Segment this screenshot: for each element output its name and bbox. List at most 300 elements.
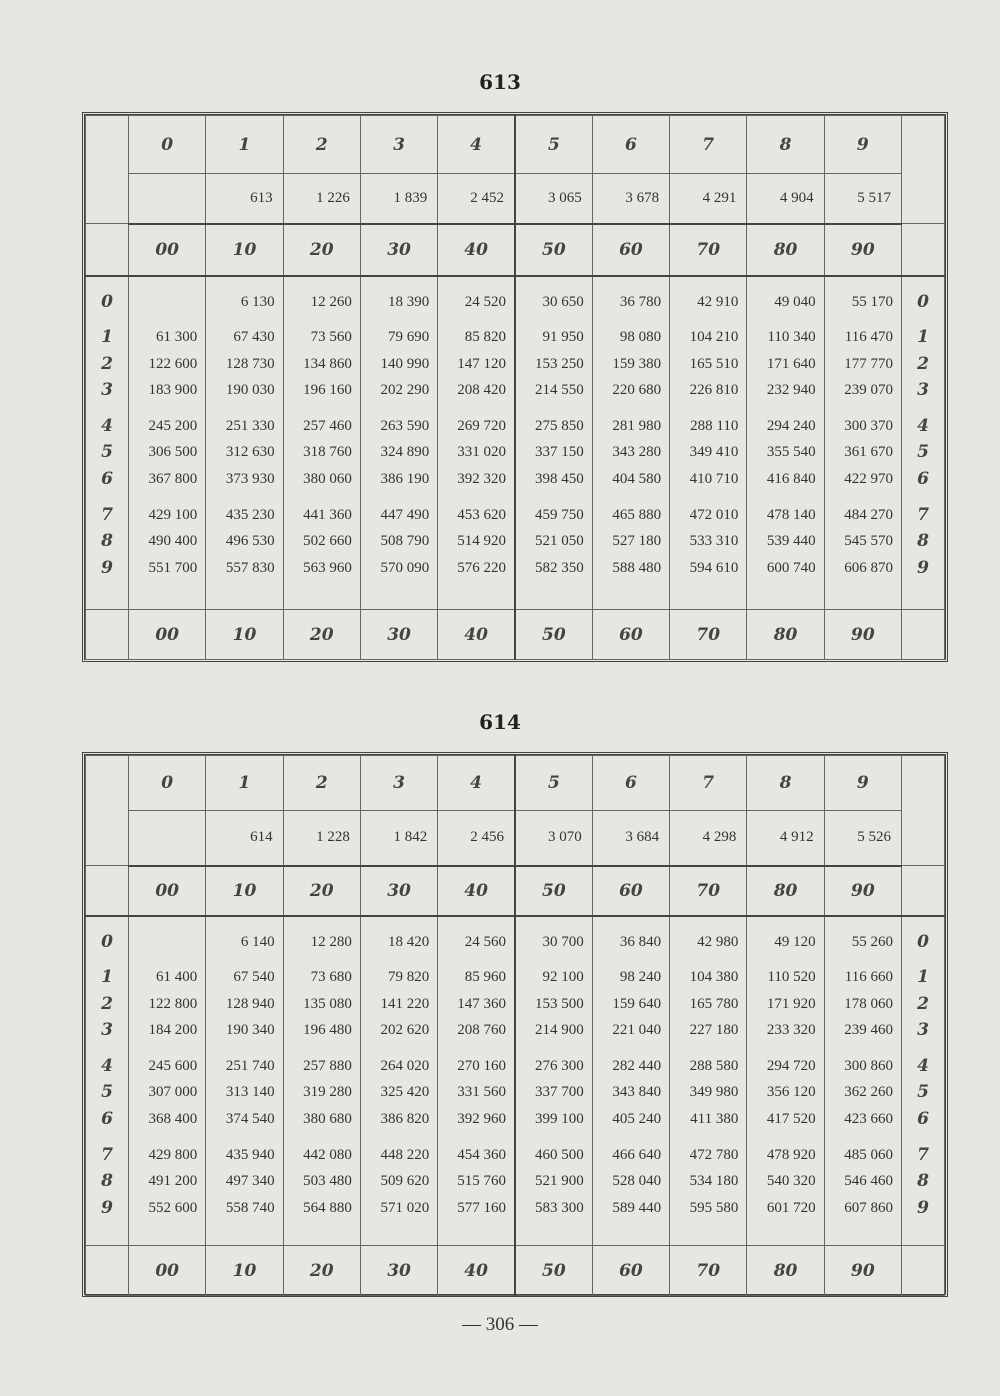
table-value: 36 780 xyxy=(619,293,662,310)
table-value: 183 900 xyxy=(148,382,198,399)
tens-footer: 20 xyxy=(283,610,360,660)
table-value: 67 540 xyxy=(233,969,275,986)
table-value: 276 300 xyxy=(535,1057,584,1074)
tens-header: 60 xyxy=(592,866,669,916)
multiplication-table-613 xyxy=(82,112,948,662)
tens-footer: 50 xyxy=(515,1246,592,1296)
table-value: 545 570 xyxy=(844,533,893,550)
tens-header: 70 xyxy=(670,224,747,276)
table-value: 110 340 xyxy=(767,329,816,346)
table-value: 558 740 xyxy=(225,1199,275,1216)
table-value: 399 100 xyxy=(535,1111,584,1128)
row-labels-right xyxy=(902,276,945,610)
table-value: 563 960 xyxy=(303,559,352,576)
tens-header: 40 xyxy=(438,866,515,916)
table-column xyxy=(283,276,360,610)
table-value: 190 340 xyxy=(225,1022,275,1039)
table-value: 319 280 xyxy=(303,1084,352,1101)
table-value: 116 470 xyxy=(844,329,893,346)
page-footer: — 306 — xyxy=(462,1314,538,1335)
tens-header: 00 xyxy=(129,224,206,276)
table-value: 324 890 xyxy=(380,444,430,461)
table-column xyxy=(438,916,515,1246)
row-label: 2 xyxy=(101,353,113,374)
row-label: 5 xyxy=(101,1082,113,1103)
tens-footer: 30 xyxy=(360,1246,437,1296)
table-value: 135 080 xyxy=(303,995,352,1012)
tens-header: 80 xyxy=(747,866,824,916)
table-value: 337 700 xyxy=(535,1084,584,1101)
tens-footer: 40 xyxy=(438,610,515,660)
table-value: 221 040 xyxy=(612,1022,662,1039)
table-value: 159 640 xyxy=(612,995,662,1012)
table-value: 275 850 xyxy=(535,417,584,434)
row-label: 2 xyxy=(917,993,929,1014)
table-value: 269 720 xyxy=(457,417,506,434)
row-label: 2 xyxy=(101,993,113,1014)
multiple-value: 613 xyxy=(206,174,283,224)
row-label: 1 xyxy=(917,327,929,348)
table-column xyxy=(747,276,824,610)
table-value: 227 180 xyxy=(689,1022,739,1039)
tens-footer: 70 xyxy=(670,610,747,660)
table-value: 30 650 xyxy=(542,293,584,310)
table-value: 122 800 xyxy=(148,995,198,1012)
table-value: 429 800 xyxy=(148,1146,198,1163)
table-value: 429 100 xyxy=(148,506,198,523)
tens-footer: 90 xyxy=(824,1246,901,1296)
row-label: 1 xyxy=(917,967,929,988)
corner-cell xyxy=(86,116,129,224)
tens-header: 60 xyxy=(592,224,669,276)
tens-header: 90 xyxy=(824,866,901,916)
table-value: 239 460 xyxy=(844,1022,893,1039)
table-value: 263 590 xyxy=(380,417,430,434)
table-value: 533 310 xyxy=(689,533,739,550)
table-value: 281 980 xyxy=(612,417,662,434)
table-value: 606 870 xyxy=(844,559,893,576)
row-label: 6 xyxy=(101,469,113,490)
table-value: 73 680 xyxy=(310,969,352,986)
row-label: 6 xyxy=(917,1109,929,1130)
multiple-value: 1 842 xyxy=(360,811,437,866)
table-value: 98 080 xyxy=(619,329,662,346)
table-value: 564 880 xyxy=(303,1199,352,1216)
table-column xyxy=(670,276,747,610)
table-value: 600 740 xyxy=(766,559,816,576)
multiple-value: 1 228 xyxy=(283,811,360,866)
multiple-value: 1 839 xyxy=(360,174,437,224)
table-value: 447 490 xyxy=(380,506,430,523)
digit-header: 4 xyxy=(438,116,515,174)
table-value: 588 480 xyxy=(612,559,662,576)
digit-header: 0 xyxy=(129,756,206,811)
table-column xyxy=(515,916,592,1246)
digit-header: 9 xyxy=(824,116,901,174)
table-column xyxy=(515,276,592,610)
table-value: 552 600 xyxy=(148,1199,198,1216)
table-value: 355 540 xyxy=(766,444,816,461)
table-value: 472 010 xyxy=(689,506,739,523)
table-value: 73 560 xyxy=(310,329,352,346)
table-value: 159 380 xyxy=(612,355,662,372)
tens-header: 30 xyxy=(360,224,437,276)
row-label: 4 xyxy=(917,1055,929,1076)
table-value: 196 480 xyxy=(303,1022,352,1039)
table-value: 98 240 xyxy=(619,969,662,986)
table-value: 502 660 xyxy=(303,533,352,550)
row-label: 8 xyxy=(917,531,929,552)
table-value: 466 640 xyxy=(612,1146,662,1163)
digit-header: 3 xyxy=(360,116,437,174)
table-value: 331 020 xyxy=(457,444,506,461)
table-value: 288 110 xyxy=(690,417,739,434)
table-value: 331 560 xyxy=(457,1084,506,1101)
table-value: 257 460 xyxy=(303,417,352,434)
row-labels-left xyxy=(86,916,129,1246)
table-value: 91 950 xyxy=(542,329,584,346)
table-value: 24 560 xyxy=(464,933,506,950)
table-column xyxy=(360,276,437,610)
table-value: 478 140 xyxy=(766,506,816,523)
row-label: 7 xyxy=(101,1144,113,1165)
table-value: 367 800 xyxy=(148,471,198,488)
table-value: 484 270 xyxy=(844,506,893,523)
multiple-value xyxy=(129,174,206,224)
table-value: 528 040 xyxy=(612,1173,662,1190)
table-column xyxy=(824,276,901,610)
table-column xyxy=(360,916,437,1246)
side-cell xyxy=(86,866,129,916)
multiple-value: 3 678 xyxy=(592,174,669,224)
multiple-value: 4 912 xyxy=(747,811,824,866)
table-value: 472 780 xyxy=(689,1146,739,1163)
multiplication-table-614 xyxy=(82,752,948,1297)
corner-cell-right xyxy=(902,756,945,866)
table-value: 485 060 xyxy=(844,1146,893,1163)
row-label: 5 xyxy=(101,442,113,463)
table-value: 448 220 xyxy=(380,1146,430,1163)
table-value: 6 140 xyxy=(240,933,275,950)
table-value: 264 020 xyxy=(380,1057,430,1074)
table-value: 490 400 xyxy=(148,533,198,550)
table-value: 214 550 xyxy=(535,382,584,399)
table-value: 380 060 xyxy=(303,471,352,488)
table-value: 104 380 xyxy=(689,969,739,986)
table-value: 104 210 xyxy=(689,329,739,346)
tens-footer: 20 xyxy=(283,1246,360,1296)
multiple-value: 2 452 xyxy=(438,174,515,224)
digit-header: 7 xyxy=(670,116,747,174)
table-column xyxy=(592,916,669,1246)
tens-footer: 80 xyxy=(747,1246,824,1296)
table-value: 540 320 xyxy=(766,1173,816,1190)
table-value: 460 500 xyxy=(535,1146,584,1163)
multiple-value: 3 070 xyxy=(515,811,592,866)
table-value: 442 080 xyxy=(303,1146,352,1163)
row-label: 4 xyxy=(101,415,113,436)
table-value: 515 760 xyxy=(457,1173,506,1190)
table-value: 411 380 xyxy=(690,1111,739,1128)
table-value: 128 940 xyxy=(225,995,275,1012)
table-value: 171 640 xyxy=(766,355,816,372)
table-value: 459 750 xyxy=(535,506,584,523)
table-value: 110 520 xyxy=(767,969,816,986)
table-value: 12 260 xyxy=(310,293,352,310)
table-value: 595 580 xyxy=(689,1199,739,1216)
tens-footer: 10 xyxy=(206,1246,283,1296)
table-value: 79 820 xyxy=(387,969,430,986)
table-value: 300 370 xyxy=(844,417,893,434)
table-value: 534 180 xyxy=(689,1173,739,1190)
digit-header: 2 xyxy=(283,756,360,811)
table-value: 454 360 xyxy=(457,1146,506,1163)
table-column xyxy=(824,916,901,1246)
row-label: 7 xyxy=(917,1144,929,1165)
digit-header: 8 xyxy=(747,756,824,811)
tens-footer: 40 xyxy=(438,1246,515,1296)
table-value: 177 770 xyxy=(844,355,893,372)
tens-footer: 50 xyxy=(515,610,592,660)
tens-footer: 90 xyxy=(824,610,901,660)
table-value: 435 940 xyxy=(225,1146,275,1163)
table-value: 551 700 xyxy=(148,559,198,576)
table-value: 55 260 xyxy=(851,933,893,950)
table-value: 140 990 xyxy=(380,355,430,372)
table-value: 607 860 xyxy=(844,1199,893,1216)
table-value: 208 760 xyxy=(457,1022,506,1039)
digit-header: 5 xyxy=(515,756,592,811)
table-value: 583 300 xyxy=(535,1199,584,1216)
table-value: 153 500 xyxy=(535,995,584,1012)
digit-header: 3 xyxy=(360,756,437,811)
corner-cell-right xyxy=(902,116,945,224)
tens-header: 70 xyxy=(670,866,747,916)
digit-header: 6 xyxy=(592,756,669,811)
table-value: 404 580 xyxy=(612,471,662,488)
table-value: 147 360 xyxy=(457,995,506,1012)
digit-header: 9 xyxy=(824,756,901,811)
table-value: 478 920 xyxy=(766,1146,816,1163)
table-value: 18 420 xyxy=(387,933,430,950)
table-value: 251 330 xyxy=(225,417,275,434)
row-label: 8 xyxy=(101,531,113,552)
table-value: 576 220 xyxy=(457,559,506,576)
multiple-value: 5 517 xyxy=(824,174,901,224)
row-labels-right xyxy=(902,916,945,1246)
tens-footer: 60 xyxy=(592,1246,669,1296)
table-value: 67 430 xyxy=(233,329,275,346)
table-value: 416 840 xyxy=(766,471,816,488)
table-title-614: 614 xyxy=(479,710,521,734)
tens-header: 50 xyxy=(515,866,592,916)
table-value: 557 830 xyxy=(225,559,275,576)
row-label: 3 xyxy=(917,1020,929,1041)
tens-footer: 30 xyxy=(360,610,437,660)
table-value: 61 400 xyxy=(156,969,198,986)
table-value: 55 170 xyxy=(851,293,893,310)
table-value: 546 460 xyxy=(844,1173,893,1190)
table-value: 313 140 xyxy=(225,1084,275,1101)
table-value: 61 300 xyxy=(156,329,198,346)
table-value: 128 730 xyxy=(225,355,275,372)
table-column xyxy=(438,276,515,610)
table-value: 496 530 xyxy=(225,533,275,550)
row-label: 8 xyxy=(917,1171,929,1192)
multiple-value: 4 291 xyxy=(670,174,747,224)
table-value: 153 250 xyxy=(535,355,584,372)
row-label: 5 xyxy=(917,442,929,463)
tens-header: 00 xyxy=(129,866,206,916)
table-value: 171 920 xyxy=(766,995,816,1012)
row-label: 6 xyxy=(101,1109,113,1130)
multiple-value: 4 298 xyxy=(670,811,747,866)
table-value: 380 680 xyxy=(303,1111,352,1128)
multiple-value: 3 065 xyxy=(515,174,592,224)
row-label: 0 xyxy=(917,931,929,952)
table-value: 307 000 xyxy=(148,1084,198,1101)
tens-header: 80 xyxy=(747,224,824,276)
table-value: 12 280 xyxy=(310,933,352,950)
row-label: 9 xyxy=(101,1197,113,1218)
tens-footer: 60 xyxy=(592,610,669,660)
table-value: 410 710 xyxy=(689,471,739,488)
table-value: 503 480 xyxy=(303,1173,352,1190)
digit-header: 0 xyxy=(129,116,206,174)
table-column xyxy=(206,916,283,1246)
table-value: 116 660 xyxy=(844,969,893,986)
row-label: 4 xyxy=(917,415,929,436)
multiple-value: 3 684 xyxy=(592,811,669,866)
row-label: 7 xyxy=(101,504,113,525)
multiple-value: 2 456 xyxy=(438,811,515,866)
table-value: 245 200 xyxy=(148,417,198,434)
tens-header: 20 xyxy=(283,866,360,916)
table-value: 497 340 xyxy=(225,1173,275,1190)
row-label: 9 xyxy=(917,557,929,578)
side-cell xyxy=(902,610,945,660)
table-value: 294 240 xyxy=(766,417,816,434)
table-column xyxy=(206,276,283,610)
table-value: 374 540 xyxy=(225,1111,275,1128)
table-value: 300 860 xyxy=(844,1057,893,1074)
table-value: 601 720 xyxy=(766,1199,816,1216)
table-value: 220 680 xyxy=(612,382,662,399)
row-labels-left xyxy=(86,276,129,610)
table-value: 441 360 xyxy=(303,506,352,523)
table-value: 42 910 xyxy=(697,293,739,310)
digit-header: 6 xyxy=(592,116,669,174)
table-value: 368 400 xyxy=(148,1111,198,1128)
table-column xyxy=(283,916,360,1246)
table-value: 288 580 xyxy=(689,1057,739,1074)
table-column xyxy=(670,916,747,1246)
table-column xyxy=(747,916,824,1246)
table-value: 349 980 xyxy=(689,1084,739,1101)
row-label: 9 xyxy=(101,557,113,578)
table-value: 294 720 xyxy=(766,1057,816,1074)
table-value: 582 350 xyxy=(535,559,584,576)
table-value: 361 670 xyxy=(844,444,893,461)
table-value: 233 320 xyxy=(766,1022,816,1039)
digit-header: 2 xyxy=(283,116,360,174)
table-value: 392 320 xyxy=(457,471,506,488)
table-value xyxy=(129,289,205,316)
table-column xyxy=(129,916,206,1246)
table-value: 42 980 xyxy=(697,933,739,950)
table-value: 312 630 xyxy=(225,444,275,461)
table-value: 6 130 xyxy=(240,293,275,310)
row-label: 1 xyxy=(101,967,113,988)
table-value: 405 240 xyxy=(612,1111,662,1128)
table-value: 398 450 xyxy=(535,471,584,488)
digit-header: 1 xyxy=(206,116,283,174)
table-value: 270 160 xyxy=(457,1057,506,1074)
table-value: 386 820 xyxy=(380,1111,430,1128)
table-value: 325 420 xyxy=(380,1084,430,1101)
table-value: 373 930 xyxy=(225,471,275,488)
tens-header: 40 xyxy=(438,224,515,276)
table-value: 539 440 xyxy=(766,533,816,550)
multiple-value xyxy=(129,811,206,866)
tens-footer: 00 xyxy=(129,610,206,660)
table-value: 509 620 xyxy=(380,1173,430,1190)
table-title-613: 613 xyxy=(479,70,521,94)
table-value: 594 610 xyxy=(689,559,739,576)
table-value: 453 620 xyxy=(457,506,506,523)
table-value: 392 960 xyxy=(457,1111,506,1128)
side-cell xyxy=(902,1246,945,1296)
tens-header: 50 xyxy=(515,224,592,276)
table-value: 343 280 xyxy=(612,444,662,461)
digit-header: 1 xyxy=(206,756,283,811)
table-value: 251 740 xyxy=(225,1057,275,1074)
table-value: 49 120 xyxy=(774,933,816,950)
side-cell xyxy=(902,866,945,916)
side-cell xyxy=(86,224,129,276)
row-label: 3 xyxy=(101,380,113,401)
row-label: 1 xyxy=(101,327,113,348)
corner-cell xyxy=(86,756,129,866)
row-label: 7 xyxy=(917,504,929,525)
table-value: 134 860 xyxy=(303,355,352,372)
table-value: 527 180 xyxy=(612,533,662,550)
tens-footer: 00 xyxy=(129,1246,206,1296)
tens-header: 10 xyxy=(206,224,283,276)
tens-header: 30 xyxy=(360,866,437,916)
table-column xyxy=(592,276,669,610)
row-label: 5 xyxy=(917,1082,929,1103)
row-label: 3 xyxy=(917,380,929,401)
table-value: 190 030 xyxy=(225,382,275,399)
table-value: 386 190 xyxy=(380,471,430,488)
table-value: 79 690 xyxy=(387,329,430,346)
tens-header: 10 xyxy=(206,866,283,916)
multiple-value: 5 526 xyxy=(824,811,901,866)
row-label: 3 xyxy=(101,1020,113,1041)
table-value: 214 900 xyxy=(535,1022,584,1039)
table-value: 514 920 xyxy=(457,533,506,550)
table-value: 257 880 xyxy=(303,1057,352,1074)
table-value: 208 420 xyxy=(457,382,506,399)
row-label: 4 xyxy=(101,1055,113,1076)
side-cell xyxy=(86,610,129,660)
table-value: 362 260 xyxy=(844,1084,893,1101)
table-value: 92 100 xyxy=(542,969,584,986)
table-value: 165 510 xyxy=(689,355,739,372)
table-value: 24 520 xyxy=(464,293,506,310)
digit-header: 4 xyxy=(438,756,515,811)
